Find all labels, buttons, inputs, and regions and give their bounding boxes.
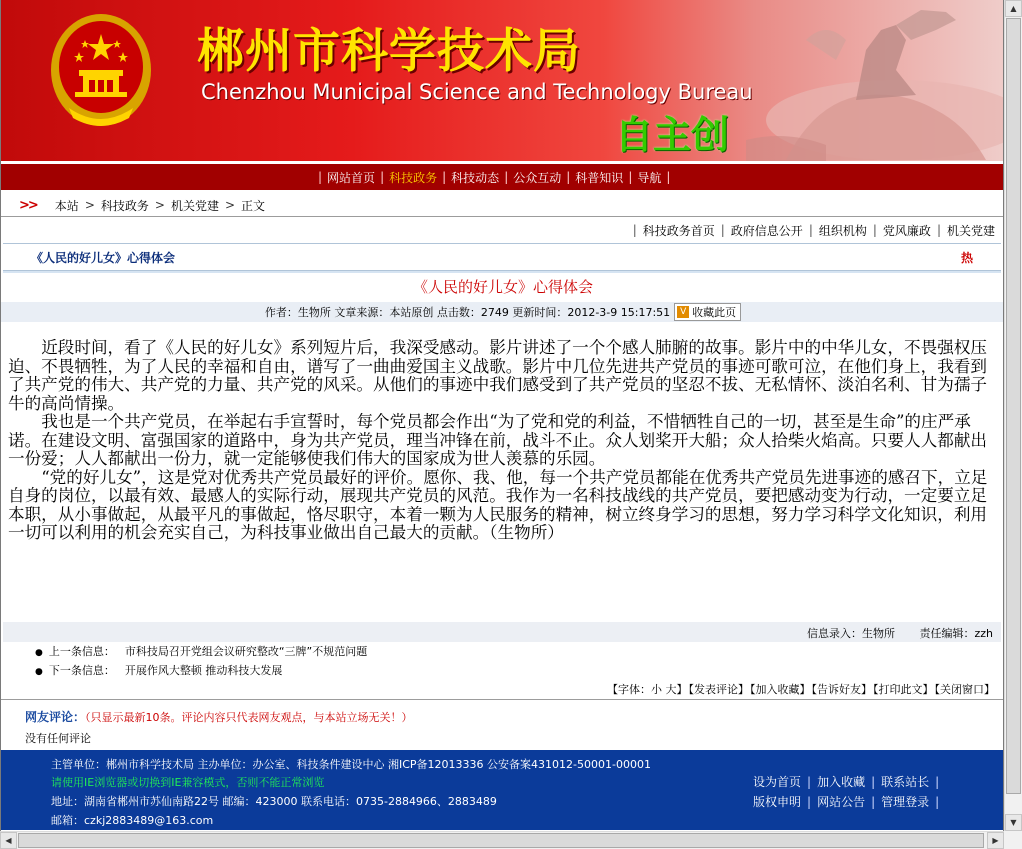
breadcrumb-sci-gov[interactable]: 科技政务 xyxy=(100,198,149,213)
site-title-en: Chenzhou Municipal Science and Technology Bureau xyxy=(201,80,753,104)
horizontal-scroll-thumb[interactable] xyxy=(18,833,984,848)
nav-separator: | xyxy=(566,170,571,184)
vertical-scroll-thumb[interactable] xyxy=(1006,18,1021,794)
source-label: 文章来源： xyxy=(334,306,390,319)
site-footer xyxy=(1,750,1004,830)
next-link[interactable]: 开展作风大整顿 推动科技大发展 xyxy=(124,664,283,677)
nav-label[interactable]: 公众互动 xyxy=(513,170,562,185)
footer-sponsor: 主管单位：郴州市科学技术局 主办单位：办公室、科技条件建设中心 湘ICP备12013336 公安备案431012-50001-00001 xyxy=(51,758,651,771)
footer-separator: | xyxy=(807,795,812,809)
contact-webmaster-link[interactable]: 联系站长 xyxy=(881,775,930,789)
nav-item-home[interactable] xyxy=(313,169,375,186)
footer-email: 邮箱：czkj2883489@163.com xyxy=(51,814,214,827)
bullet-icon: ● xyxy=(35,648,43,658)
double-chevron-right-icon: >> xyxy=(19,197,37,213)
main-nav xyxy=(1,161,1004,193)
bookmark-button[interactable] xyxy=(674,303,741,321)
nav-item-sci-news[interactable] xyxy=(437,169,499,186)
breadcrumb-current: 正文 xyxy=(241,198,266,213)
site-title-cn: 郴州市科学技术局 xyxy=(197,24,581,79)
nav-label[interactable]: 科技政务 xyxy=(389,170,438,185)
author-label: 作者： xyxy=(264,306,298,319)
breadcrumb-home[interactable]: 本站 xyxy=(54,198,79,213)
admin-login-link[interactable]: 管理登录 xyxy=(881,795,930,809)
comments-section xyxy=(3,701,1001,749)
article-info-line xyxy=(3,622,1001,642)
divider xyxy=(1,216,1004,217)
entry-value: 生物所 xyxy=(861,627,895,640)
divider xyxy=(1,699,1004,700)
scroll-down-arrow-icon[interactable]: ▼ xyxy=(1005,814,1022,831)
nav-separator: | xyxy=(666,170,671,184)
announcement-link[interactable]: 网站公告 xyxy=(817,795,866,809)
article-paragraph: 我也是一个共产党员，在举起右手宣誓时，每个党员都会作出“为了党和党的利益，不惜牺牲自己的一切，甚至是生命”的庄严承诺。在建设文明、富强国家的道路中，身为共产党员，理当冲锋在前，战斗不止。众人划桨开大船；众人拾柴火焰高。只要人人都献出一份爱；人人都献出一份力，就一定能够使我们伟大的国家成为世人羡慕的乐园。 xyxy=(8,412,988,468)
nav-separator: | xyxy=(442,170,447,184)
source-value: 本站原创 xyxy=(389,306,434,319)
article-content xyxy=(8,339,994,543)
article-tools xyxy=(606,681,995,697)
footer-separator: | xyxy=(935,775,940,789)
subnav-item-org[interactable]: 组织机构 xyxy=(818,223,867,238)
entry-label: 信息录入： xyxy=(806,627,862,640)
tell-friend-tool[interactable]: 【告诉好友】 xyxy=(811,683,872,696)
copyright-link[interactable]: 版权申明 xyxy=(753,795,802,809)
editor-info xyxy=(807,625,993,641)
nav-separator: | xyxy=(628,170,633,184)
subnav-item-integrity[interactable]: 党风廉政 xyxy=(882,223,931,238)
post-comment-tool[interactable]: 【发表评论】 xyxy=(688,683,749,696)
banner-slogan: 自主创 xyxy=(615,113,730,157)
subnav-separator: | xyxy=(936,223,941,237)
nav-label[interactable]: 导航 xyxy=(637,170,662,185)
bullet-icon: ● xyxy=(35,667,43,677)
add-favorite-tool[interactable]: 【加入收藏】 xyxy=(750,683,811,696)
updated-value: 2012-3-9 15:17:51 xyxy=(567,305,671,319)
subnav-separator: | xyxy=(632,223,637,237)
article-header-title: 《人民的好儿女》心得体会 xyxy=(31,251,176,265)
nav-label[interactable]: 科技动态 xyxy=(451,170,500,185)
hits-label: 点击数： xyxy=(436,306,481,319)
subnav-item-sci-gov-home[interactable]: 科技政务首页 xyxy=(642,223,715,238)
subnav-item-party[interactable]: 机关党建 xyxy=(946,223,995,238)
set-homepage-link[interactable]: 设为首页 xyxy=(753,775,802,789)
nav-item-public[interactable] xyxy=(499,169,561,186)
scroll-left-arrow-icon[interactable]: ◀ xyxy=(0,832,17,849)
vertical-scrollbar[interactable] xyxy=(1004,0,1022,831)
footer-address: 地址：湖南省郴州市苏仙南路22号 邮编：423000 联系电话：0735-2884966、2883489 xyxy=(51,795,497,808)
nav-separator: | xyxy=(504,170,509,184)
horizontal-scrollbar[interactable] xyxy=(0,831,1004,849)
footer-separator: | xyxy=(871,775,876,789)
next-article xyxy=(35,662,282,678)
footer-separator: | xyxy=(871,795,876,809)
chevron-right-icon: > xyxy=(154,198,165,212)
nav-label[interactable]: 网站首页 xyxy=(327,170,376,185)
print-tool[interactable]: 【打印此文】 xyxy=(873,683,934,696)
subnav-separator: | xyxy=(872,223,877,237)
editor-label: 责任编辑： xyxy=(919,627,975,640)
footer-links xyxy=(753,772,945,812)
footer-links-row xyxy=(753,792,945,812)
sub-nav xyxy=(627,221,995,239)
footer-browser-notice: 请使用IE浏览器或切换到IE兼容模式，否则不能正常浏览 xyxy=(51,776,325,789)
scrollbar-corner xyxy=(1004,831,1022,849)
site-banner xyxy=(1,0,1004,161)
comments-empty: 没有任何评论 xyxy=(25,732,91,745)
breadcrumb-party[interactable]: 机关党建 xyxy=(170,198,219,213)
comments-title: 网友评论： xyxy=(25,710,86,724)
add-favorite-link[interactable]: 加入收藏 xyxy=(817,775,866,789)
footer-separator: | xyxy=(935,795,940,809)
scroll-up-arrow-icon[interactable]: ▲ xyxy=(1005,0,1022,17)
prev-article xyxy=(35,643,367,659)
chevron-right-icon: > xyxy=(84,198,95,212)
nav-item-sci-gov[interactable] xyxy=(375,169,437,186)
footer-separator: | xyxy=(807,775,812,789)
subnav-item-gov-info[interactable]: 政府信息公开 xyxy=(730,223,803,238)
comments-note: （只显示最新10条。评论内容只代表网友观点，与本站立场无关！） xyxy=(85,711,413,724)
article-title: 《人民的好儿女》心得体会 xyxy=(412,278,593,296)
subnav-separator: | xyxy=(808,223,813,237)
author-value: 生物所 xyxy=(297,306,331,319)
national-emblem-icon xyxy=(49,12,154,130)
article-meta xyxy=(1,302,1004,322)
nav-label[interactable]: 科普知识 xyxy=(575,170,624,185)
bookmark-label: 收藏此页 xyxy=(692,306,737,319)
bookmark-icon: V xyxy=(677,306,689,318)
statue-image-icon xyxy=(746,0,1004,161)
nav-separator: | xyxy=(380,170,385,184)
footer-links-row xyxy=(753,772,945,792)
updated-label: 更新时间： xyxy=(512,306,568,319)
hits-value: 2749 xyxy=(480,305,509,319)
prev-label: 上一条信息： xyxy=(48,645,115,658)
scroll-right-arrow-icon[interactable]: ▶ xyxy=(987,832,1004,849)
nav-item-sci-knowledge[interactable] xyxy=(561,169,623,186)
nav-separator: | xyxy=(318,170,323,184)
font-size-tool[interactable]: 【字体：小 大】 xyxy=(607,683,688,696)
close-window-tool[interactable]: 【关闭窗口】 xyxy=(934,683,995,696)
header-underline xyxy=(3,271,1001,273)
subnav-separator: | xyxy=(720,223,725,237)
nav-item-guide[interactable] xyxy=(623,169,675,186)
prev-link[interactable]: 市科技局召开党组会议研究整改“三牌”不规范问题 xyxy=(124,645,368,658)
article-header-bar xyxy=(3,243,1001,271)
chevron-right-icon: > xyxy=(224,198,236,212)
article-paragraph: 近段时间，看了《人民的好儿女》系列短片后，我深受感动。影片讲述了一个个感人肺腑的故事。影片中的中华儿女，不畏强权压迫、不畏牺牲，为了人民的幸福和自由，谱写了一曲曲爱国主义战歌。影片中几位先进共产党员的事迹可歌可泣，在他们身上，我看到了共产党的伟大、共产党的力量、共产党的风采。从他们的事迹中我们感受到了共产党员的坚忍不拔、无私情怀、淡泊名利、甘为孺子牛的高尚情操。 xyxy=(8,338,988,413)
article-paragraph: “党的好儿女”，这是党对优秀共产党员最好的评价。愿你、我、他，每一个共产党员都能在优秀共产党员先进事迹的感召下，立足自身的岗位，以最有效、最感人的实际行动，展现共产党员的风范。我作为一名科技战线的共产党员，要把感动变为行动，一定要立足本职，从小事做起，从最平凡的事做起，恪尽职守，本着一颗为人民服务的精神，树立终身学习的思想，努力学习科学文化知识，利用一切可以利用的机会充实自己，为科技事业做出自己最大的贡献。（生物所） xyxy=(8,467,988,542)
editor-value: zzh xyxy=(974,627,993,640)
breadcrumb xyxy=(1,195,1004,215)
main-nav-list xyxy=(313,164,675,190)
hot-badge: 热 xyxy=(960,251,973,265)
next-label: 下一条信息： xyxy=(48,664,115,677)
comments-header xyxy=(25,708,413,725)
